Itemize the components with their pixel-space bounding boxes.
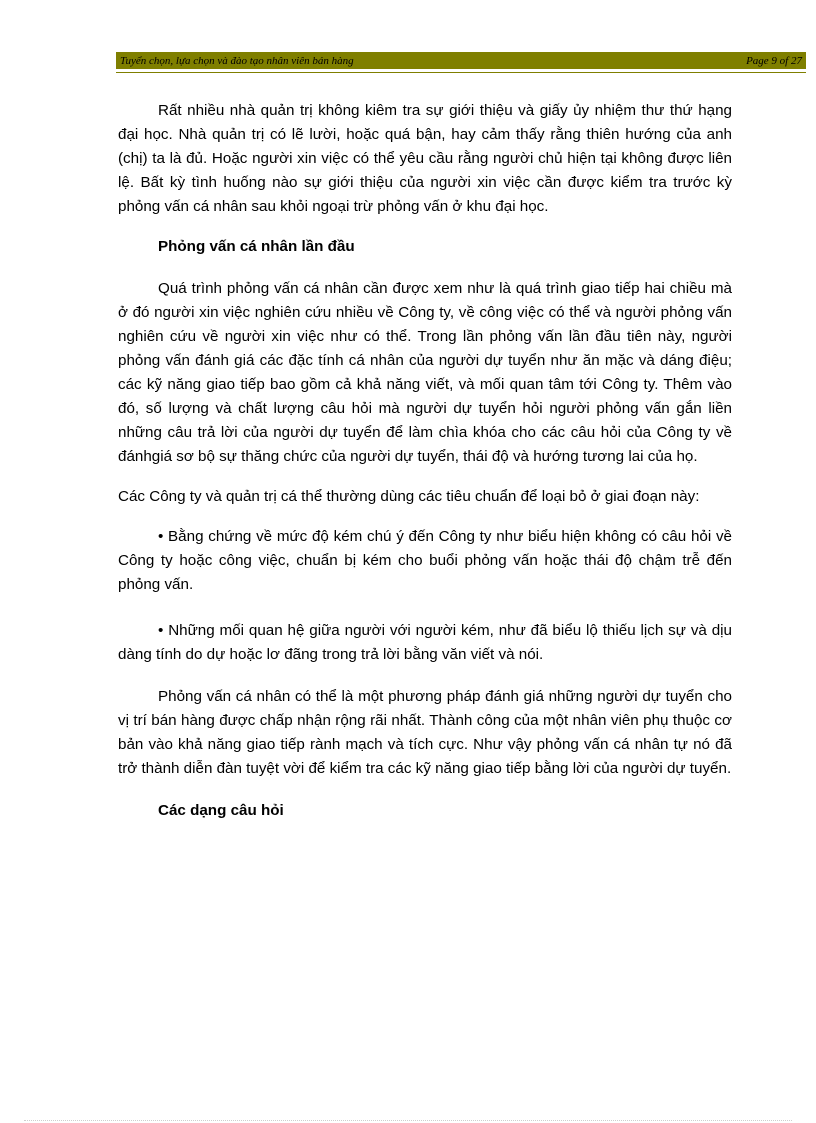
paragraph-references: Rất nhiều nhà quản trị không kiêm tra sự giới thiệu và giấy ủy nhiệm thư thứ hạng đại học. Nhà quản trị có lẽ lười, hoặc quá bận, hay cảm thấy rằng thiên hướng của anh (chị) ta là đủ. Hoặc người xin việc có thể yêu cầu rằng người chủ hiện tại không được liên lệ. Bất kỳ tình huống nào sự giới thiệu của người xin việc cần được kiểm tra trước kỳ phỏng vấn cá nhân sau khỏi ngoại trừ phỏng vấn ở khu đại học. [118,102,732,215]
section-heading-first-interview: Phỏng vấn cá nhân lần đầu [158,238,355,255]
section-heading-question-types: Các dạng câu hỏi [158,802,284,819]
footer-divider [24,1120,792,1121]
page-number: Page 9 of 27 [746,54,802,67]
paragraph-interview-importance: Phỏng vấn cá nhân có thể là một phương pháp đánh giá những người dự tuyển cho vị trí bán hàng được chấp nhận rộng rãi nhất. Thành công của một nhân viên phụ thuộc cơ bản vào khả năng giao tiếp rành mạch và tích cực. Như vậy phỏng vấn cá nhân tự nó đã trở thành diễn đàn tuyệt vời để kiểm tra các kỹ năng giao tiếp bằng lời của người dự tuyển. [118,688,732,777]
bullet-item-poor-relations: • Những mối quan hệ giữa người với người kém, như đã biểu lộ thiếu lịch sự và dịu dàng tính do dự hoặc lơ đãng trong trả lời bằng văn viết và nói. [118,622,732,663]
bullet-item-lack-of-interest: • Bằng chứng về mức độ kém chú ý đến Công ty như biểu hiện không có câu hỏi về Công ty hoặc công việc, chuẩn bị kém cho buổi phỏng vấn hoặc thái độ chậm trễ đến phỏng vấn. [118,528,732,593]
paragraph-interview-process: Quá trình phỏng vấn cá nhân cần được xem như là quá trình giao tiếp hai chiều mà ở đó người xin việc nghiên cứu nhiều về Công ty, về công việc có thể và người phỏng vấn nghiên cứu về người xin việc như có thể. Trong lần phỏng vấn lần đầu tiên này, người phỏng vấn đánh giá các đặc tính cá nhân của người dự tuyển như ăn mặc và dáng điệu; các kỹ năng giao tiếp bao gồm cả khả năng viết, và mối quan tâm tới Công ty. Thêm vào đó, số lượng và chất lượng câu hỏi mà người dự tuyển hỏi người phỏng vấn gắn liền những câu trả lời của người dự tuyển để làm chìa khóa cho các câu hỏi của Công ty về đánhgiá sơ bộ sự thăng chức của người dự tuyển, thái độ và hướng tương lai của họ. [118,280,732,465]
document-body [118,99,732,823]
document-title: Tuyển chọn, lựa chọn và đào tạo nhân viên bán hàng [120,54,354,67]
paragraph-elimination-criteria: Các Công ty và quản trị cá thể thường dùng các tiêu chuẩn để loại bỏ ở giai đoạn này: [118,488,700,505]
header-divider [116,72,806,73]
page-header-bar [116,52,806,69]
